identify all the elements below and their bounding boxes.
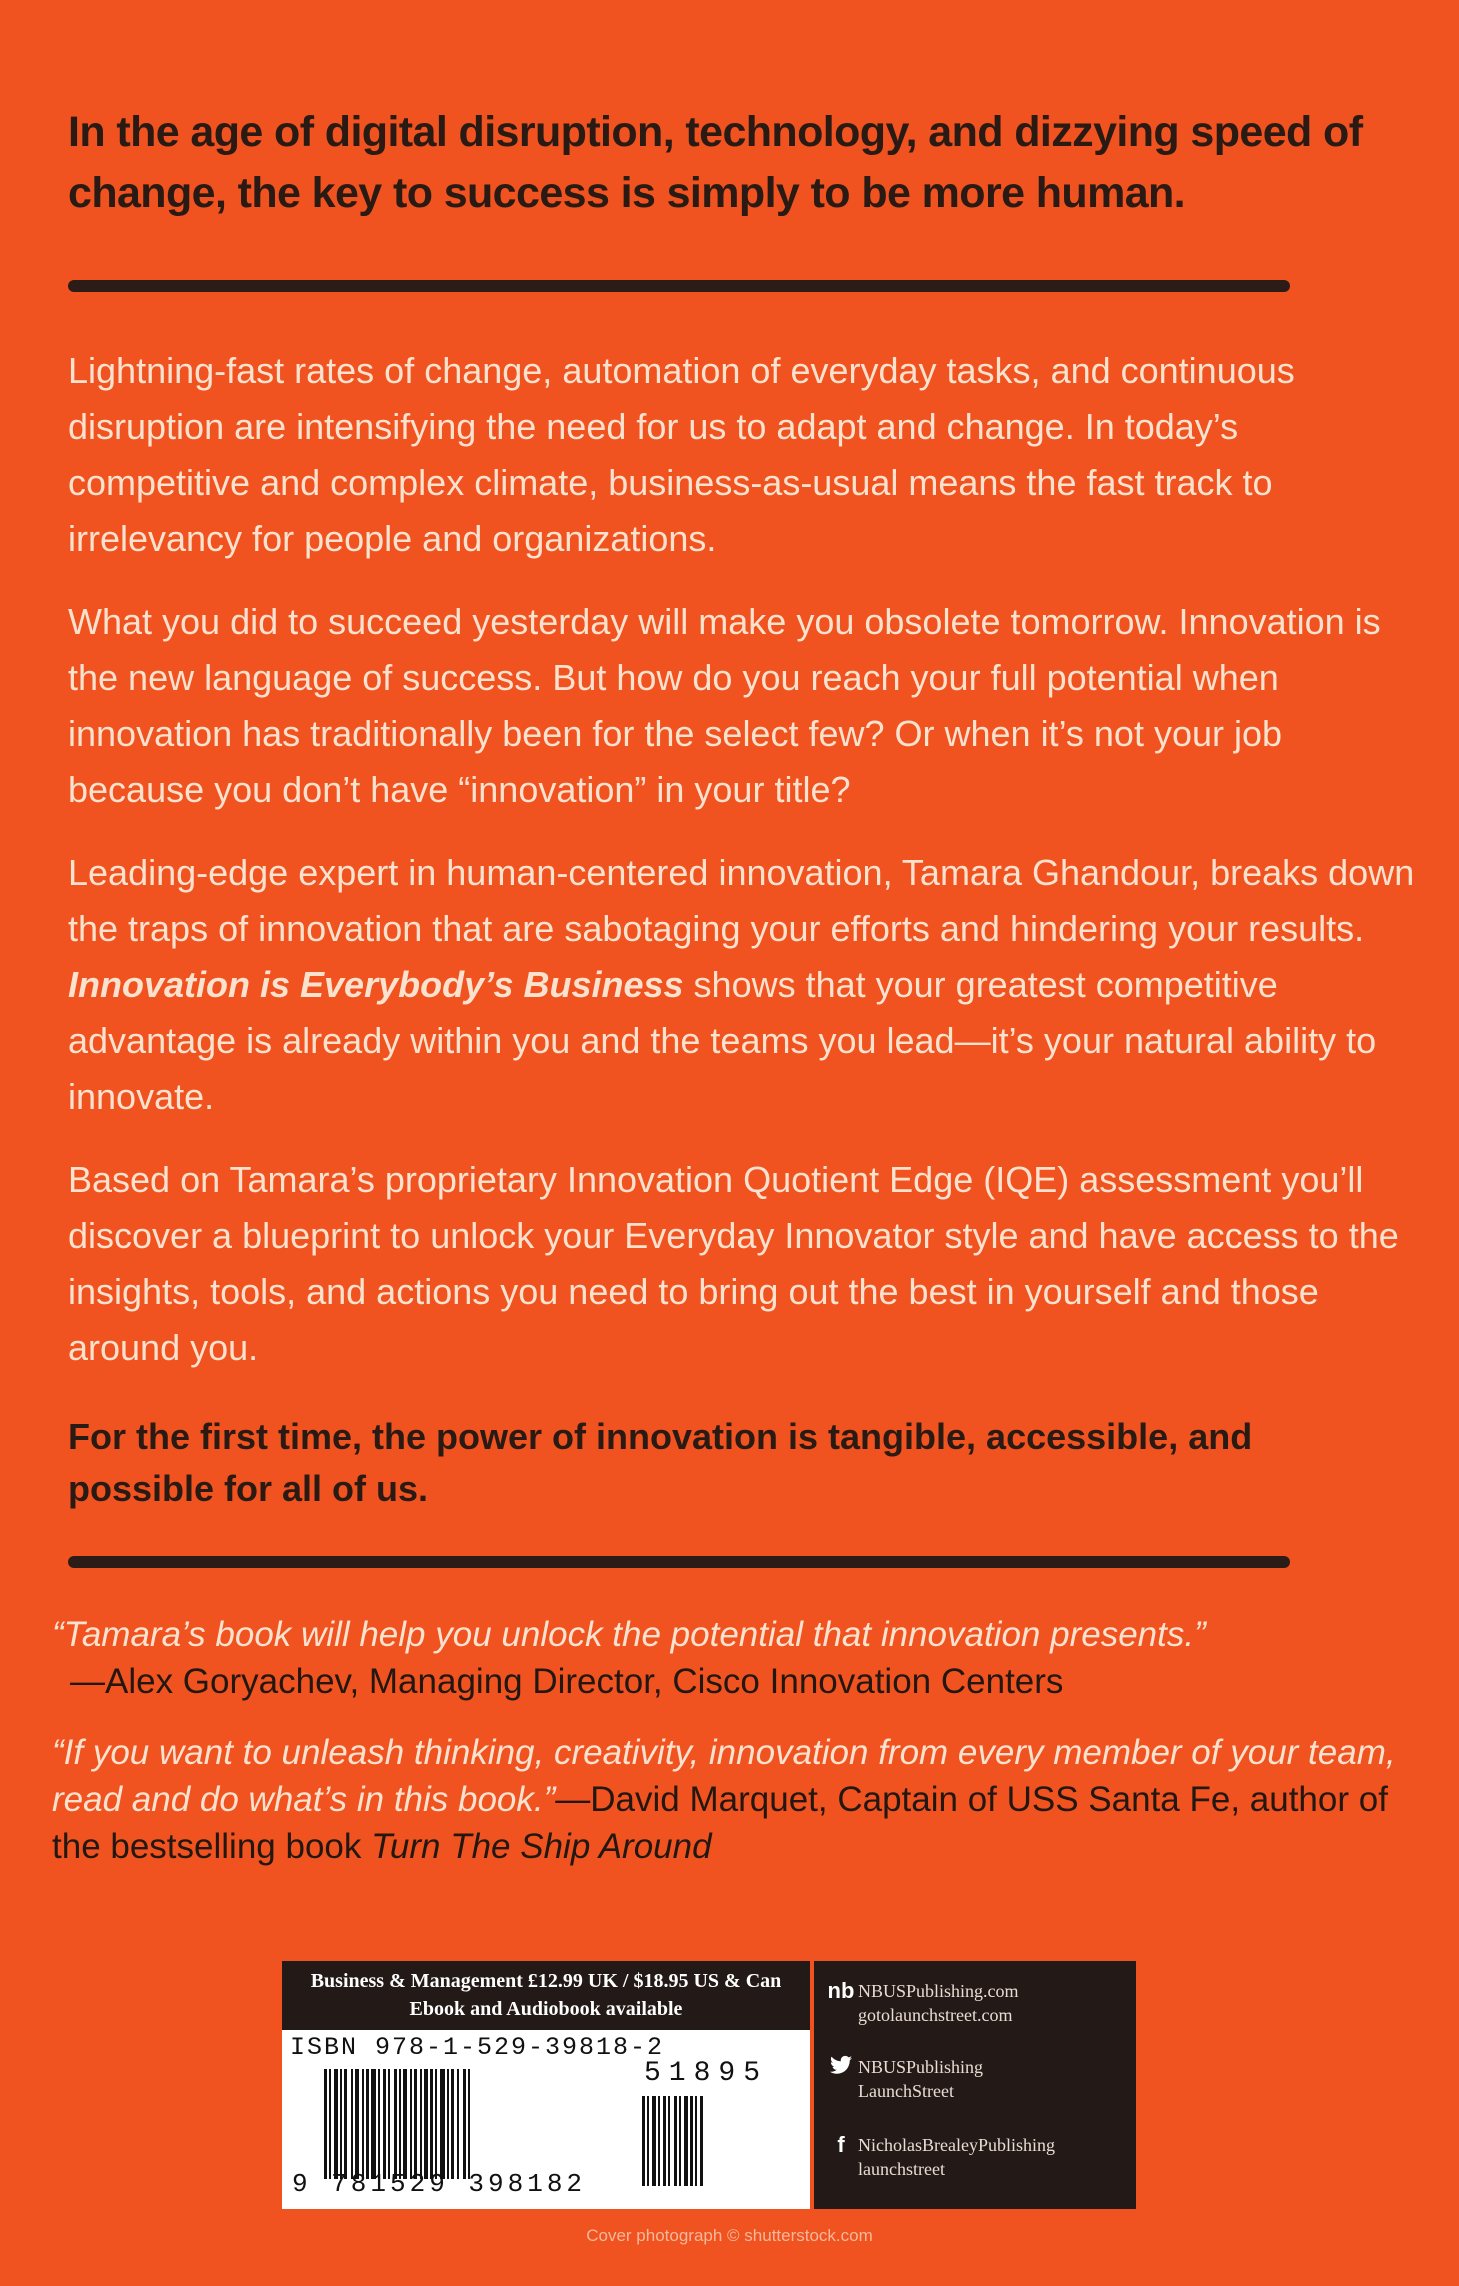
- endorsement-2: [52, 1729, 1422, 1870]
- bottom-divider: [68, 1556, 1290, 1568]
- publisher-facebook: [824, 2133, 1055, 2181]
- barcode-icon: [324, 2069, 584, 2179]
- cover-credit: Cover photograph © shutterstock.com: [586, 2226, 873, 2245]
- headline: In the age of digital disruption, technology, and dizzying speed of change, the key to success is simply to be more human.: [68, 108, 1363, 217]
- facebook-icon: f: [837, 2132, 845, 2157]
- addon-barcode-icon: [642, 2096, 792, 2186]
- publisher-web-1: NBUSPublishing.com: [858, 1981, 1019, 2001]
- publisher-twitter-2: LaunchStreet: [858, 2081, 954, 2101]
- endorsement-2-book-title: Turn The Ship Around: [371, 1827, 712, 1866]
- price-addon-number: 51895: [644, 2058, 769, 2089]
- price-line: Business & Management £12.99 UK / $18.95 US & Can: [310, 1970, 782, 1992]
- barcode-block: [282, 1961, 810, 2209]
- endorsement-2-attribution: —David Marquet, Captain of USS Santa Fe, author of the bestselling book: [52, 1780, 1388, 1866]
- description: [68, 343, 1428, 1403]
- endorsements: [52, 1611, 1422, 1894]
- nb-logo-icon: nb: [827, 1978, 855, 2003]
- format-line: Ebook and Audiobook available: [409, 1998, 683, 2020]
- publisher-block: [814, 1961, 1136, 2209]
- publisher-twitter-1: NBUSPublishing: [858, 2057, 984, 2077]
- paragraph-3-start: Leading-edge expert in human-centered innovation, Tamara Ghandour, breaks down the traps of innovation that are sabotaging your efforts and hindering your results.: [68, 852, 1415, 949]
- publisher-twitter: [824, 2055, 983, 2103]
- book-title: Innovation is Everybody’s Business: [68, 964, 684, 1005]
- closing-statement: For the first time, the power of innovation is tangible, accessible, and possible for all of us.: [68, 1416, 1253, 1509]
- paragraph-3: [68, 845, 1428, 1125]
- paragraph-4: Based on Tamara’s proprietary Innovation Quotient Edge (IQE) assessment you’ll discover a blueprint to unlock your Everyday Innovator style and have access to the insights, tools, and actions you need to bring out the best in yourself and those around you.: [68, 1159, 1399, 1368]
- twitter-icon: [824, 2055, 858, 2080]
- paragraph-3-end: shows that your greatest competitive advantage is already within you and the teams you lead—it’s your natural ability to innovate.: [68, 964, 1377, 1117]
- paragraph-1: Lightning-fast rates of change, automation of everyday tasks, and continuous disruption are intensifying the need for us to adapt and change. In today’s competitive and complex climate, business-as-usual means the fast track to irrelevancy for people and organizations.: [68, 350, 1295, 559]
- price-bar: [282, 1961, 810, 2030]
- ean-number: 9 781529 398182: [292, 2169, 587, 2199]
- publisher-web: [824, 1979, 1019, 2027]
- top-divider: [68, 280, 1290, 292]
- paragraph-2: What you did to succeed yesterday will make you obsolete tomorrow. Innovation is the new language of success. But how do you reach your full potential when innovation has traditionally been for the select few? Or when it’s not your job because you don’t have “innovation” in your title?: [68, 601, 1381, 810]
- endorsement-1: [52, 1611, 1422, 1705]
- endorsement-2-quote: “If you want to unleash thinking, creativity, innovation from every member of your team, read and do what’s in this book.”: [52, 1733, 1396, 1819]
- isbn-number: ISBN 978-1-529-39818-2: [290, 2033, 665, 2062]
- publisher-facebook-1: NicholasBrealeyPublishing: [858, 2135, 1055, 2155]
- endorsement-1-attribution: —Alex Goryachev, Managing Director, Cisco Innovation Centers: [70, 1662, 1064, 1701]
- publisher-web-2: gotolaunchstreet.com: [858, 2005, 1013, 2025]
- publisher-facebook-2: launchstreet: [858, 2159, 945, 2179]
- endorsement-1-quote: “Tamara’s book will help you unlock the potential that innovation presents.”: [52, 1615, 1206, 1654]
